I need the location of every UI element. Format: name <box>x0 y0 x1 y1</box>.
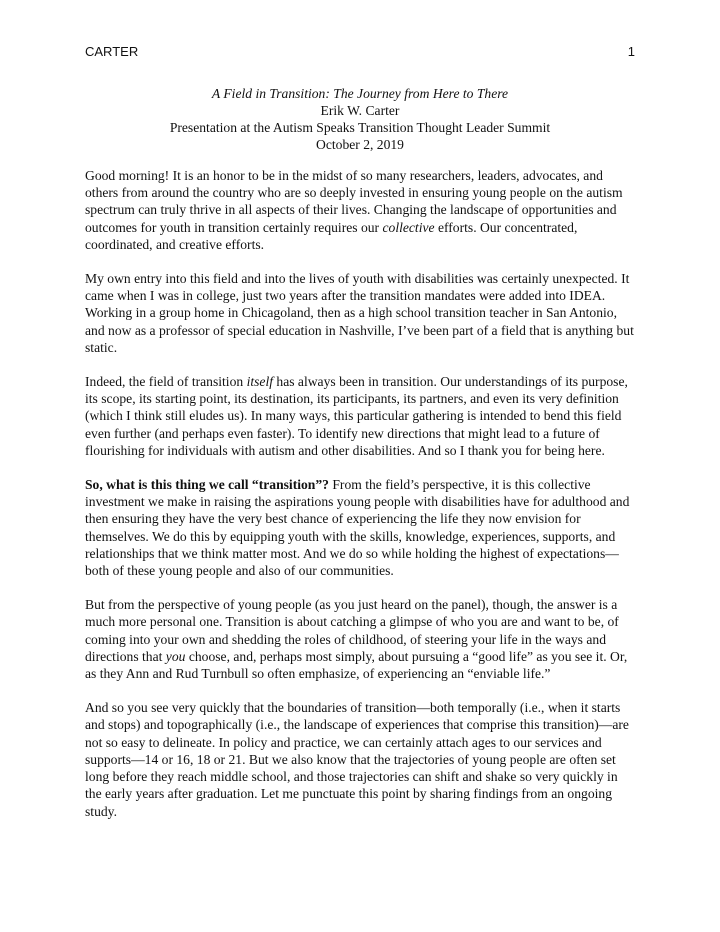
presentation-venue: Presentation at the Autism Speaks Transition Thought Leader Summit <box>169 120 551 135</box>
page-number: 1 <box>627 44 635 59</box>
paragraph-5-text-a: But from the perspective of young people (as you just heard on the panel), though, the answer is a much more personal one. Transition is about catching a glimpse of who you are and want to be, of coming into your own and shedding the roles of childhood, of steering your life in the ways and directions that <box>85 597 619 664</box>
presentation-date: October 2, 2019 <box>316 137 404 152</box>
paragraph-3 <box>85 373 637 459</box>
document-author: Erik W. Carter <box>320 103 400 118</box>
paragraph-1-text-b: efforts. Our concentrated, coordinated, and creative efforts. <box>85 219 578 252</box>
paragraph-3-text-a: Indeed, the field of transition <box>85 374 247 390</box>
paragraph-6: And so you see very quickly that the boundaries of transition—both temporally (i.e., when it starts and stops) and topographically (i.e., the landscape of experiences that comprise this transition)—are not so easy to delineate. In policy and practice, we can certainly attach ages to our services and supports—14 or 16, 18 or 21. But we also know that the trajectories of young people are often set long before they reach middle school, and those trajectories can shift and shake so very quickly in the early years after graduation. Let me punctuate this point by sharing findings from an ongoing study. <box>85 700 629 819</box>
document-body <box>85 167 637 837</box>
paragraph-1-text-a: Good morning! It is an honor to be in the midst of so many researchers, leaders, advocates, and others from around the country who are so deeply invested in ensuring young people on the autism spectrum can truly thrive in all aspects of their lives. Changing the landscape of opportunities and outcomes for youth in transition certainly requires our <box>85 168 623 235</box>
document-title: A Field in Transition: The Journey from Here to There <box>211 86 509 101</box>
paragraph-1-emphasis: collective <box>382 219 435 235</box>
running-header-author: CARTER <box>85 44 139 59</box>
running-header <box>85 44 635 62</box>
paragraph-5 <box>85 596 637 682</box>
paragraph-4 <box>85 476 637 579</box>
paragraph-4-bold-lead: So, what is this thing we call “transition”? <box>85 477 329 493</box>
paragraph-3-emphasis: itself <box>246 374 274 390</box>
paragraph-5-text-b: choose, and, perhaps most simply, about pursuing a “good life” as you see it. Or, as they Ann and Rud Turnbull so often emphasize, of experiencing an “enviable life.” <box>85 648 628 682</box>
paragraph-4-text: From the field’s perspective, it is this collective investment we make in raising the aspirations young people with disabilities have for adulthood and then ensuring they have the very best chance of experiencing the life they now envision for themselves. We do this by equipping youth with the skills, knowledge, experiences, supports, and relationships that we think matter most. And we do so while holding the highest of expectations—both of these young people and also of our communities. <box>85 477 630 579</box>
paragraph-2: My own entry into this field and into the lives of youth with disabilities was certainly unexpected. It came when I was in college, just two years after the transition mandates were added into IDEA. Working in a group home in Chicagoland, then as a high school transition teacher in San Antonio, and now as a professor of special education in Nashville, I’ve been part of a field that is anything but static. <box>85 271 634 355</box>
paragraph-5-emphasis: you <box>165 648 186 664</box>
paragraph-3-text-b: has always been in transition. Our understandings of its purpose, its scope, its starting point, its destination, its participants, its partners, and even its very definition (which I think still eludes us). In many ways, this particular gathering is intended to bend this field even further (and perhaps even faster). To identify new directions that might lead to a future of flourishing for individuals with autism and other disabilities. And so I thank you for being here. <box>85 374 628 458</box>
title-block <box>85 85 635 153</box>
paragraph-1 <box>85 167 637 253</box>
